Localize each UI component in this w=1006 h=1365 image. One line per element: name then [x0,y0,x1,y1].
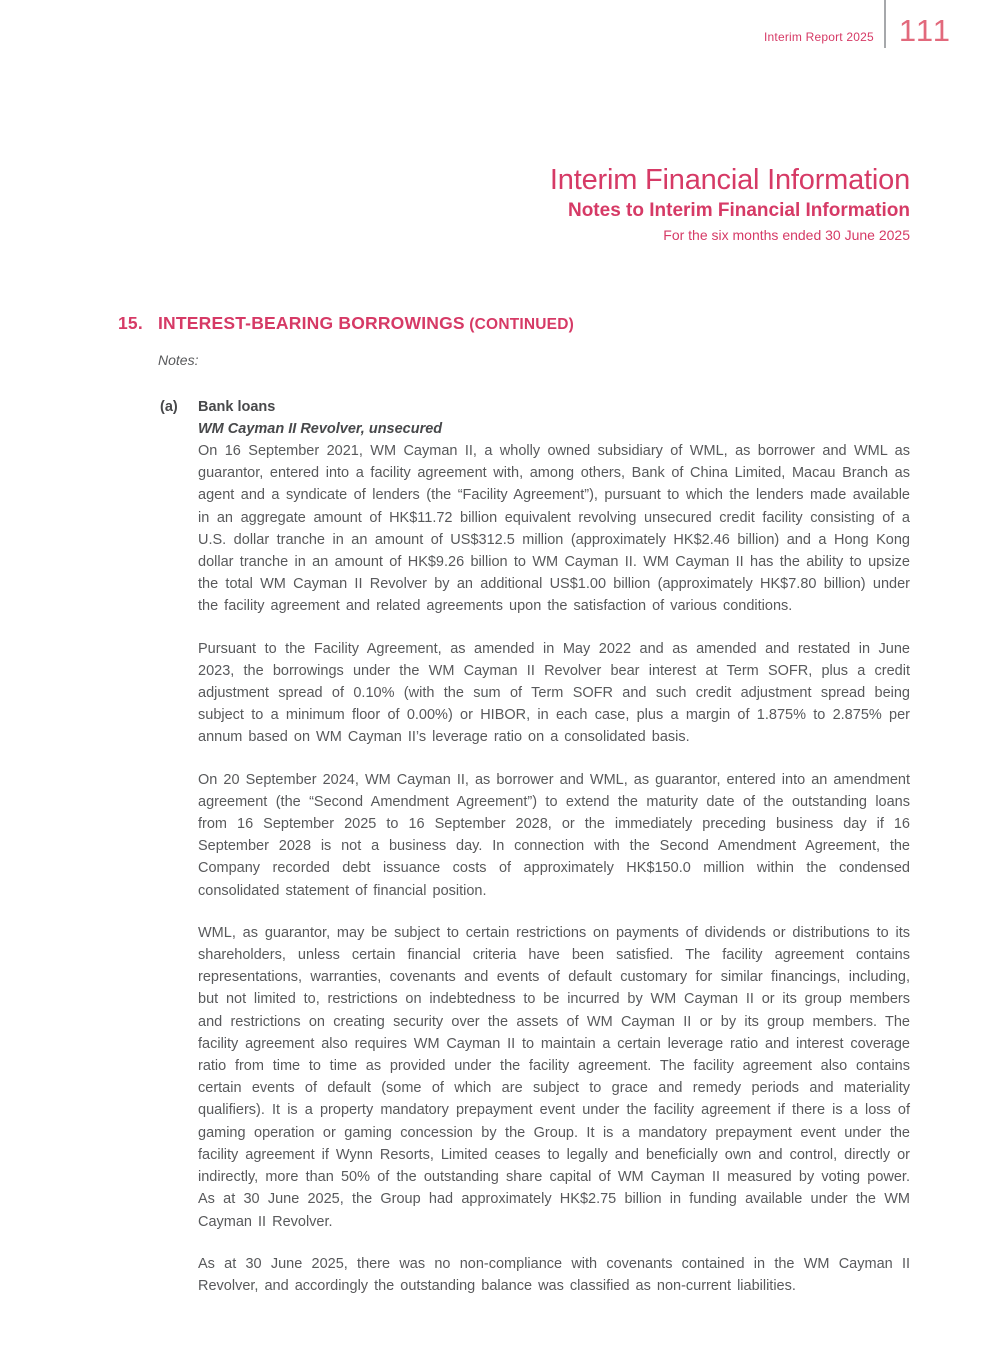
document-title: Interim Financial Information [549,164,910,196]
note-a-subheading: WM Cayman II Revolver, unsecured [198,421,443,437]
section-heading-text: INTEREST-BEARING BORROWINGS [158,313,465,333]
section-heading [158,312,574,336]
paragraph: Pursuant to the Facility Agreement, as amended in May 2022 and as amended and restated in June 2023, the borrowings under the WM Cayman II Revolver bear interest at Term SOFR, plus a credit adjustment spread of 0.10% (with the sum of Term SOFR and such credit adjustment spread being subject to a minimum floor of 0.00%) or HIBOR, in each case, plus a margin of 1.875% to 2.875% per annum based on WM Cayman II’s leverage ratio on a consolidated basis. [198,640,910,746]
page-number: 111 [898,13,952,48]
section-heading-row [118,312,910,336]
paragraph: WML, as guarantor, may be subject to certain restrictions on payments of dividends or distributions to its shareholders, unless certain financial criteria have been satisfied. The facility agreement contains representations, warranties, covenants and events of default customary for similar financings, including, but not limited to, restrictions on indebtedness to be incurred by WM Cayman II or its group members and restrictions on creating security over the assets of WM Cayman II or by its group members. The facility agreement also requires WM Cayman II to maintain a certain leverage ratio and interest coverage ratio from time to time as provided under the facility agreement. The facility agreement also contains certain events of default (some of which are subject to grace and remedy periods and materiality qualifiers). It is a property mandatory prepayment event under the facility agreement if there is a loss of gaming operation or gaming concession by the Group. It is a mandatory prepayment event under the facility agreement if Wynn Resorts, Limited ceases to legally and beneficially own and control, directly or indirectly, more than 50% of the outstanding share capital of WM Cayman II measured by voting power. As at 30 June 2025, the Group had approximately HK$2.75 billion in funding available under the WM Cayman II Revolver. [198,924,910,1230]
note-a [118,396,910,1297]
header-divider [884,0,886,48]
note-a-content [198,396,910,1297]
note-a-heading: Bank loans [198,399,276,415]
document-subtitle: Notes to Interim Financial Information [567,200,910,221]
title-block [550,163,910,244]
note-a-label: (a) [160,399,178,415]
paragraph: On 20 September 2024, WM Cayman II, as borrower and WML, as guarantor, entered into an amendment agreement (the “Second Amendment Agreement”) to extend the maturity date of the outstanding loans from 16 September 2025 to 16 September 2028, or the immediately preceding business day if 16 September 2028 is not a business day. In connection with the Second Amendment Agreement, the Company recorded debt issuance costs of approximately HK$150.0 million within the condensed consolidated statement of financial position. [198,771,910,899]
reporting-period-label: For the six months ended 30 June 2025 [663,227,910,243]
paragraph: As at 30 June 2025, there was no non-compliance with covenants contained in the WM Cayman II Revolver, and accordingly the outstanding balance was classified as non-current liabilities. [198,1255,910,1294]
running-header [764,0,952,48]
notes-label: Notes: [158,352,199,368]
report-title-label: Interim Report 2025 [764,30,874,44]
section-heading-continued: (CONTINUED) [464,316,574,333]
paragraph: On 16 September 2021, WM Cayman II, a wholly owned subsidiary of WML, as borrower and WML as guarantor, entered into a facility agreement with, among others, Bank of China Limited, Macau Branch as agent and a syndicate of lenders (the “Facility Agreement”), pursuant to which the lenders made available in an aggregate amount of HK$11.72 billion equivalent revolving unsecured credit facility consisting of a U.S. dollar tranche in an amount of US$312.5 million (approximately HK$2.46 billion) and a Hong Kong dollar tranche in an amount of HK$9.26 billion to WM Cayman II. WM Cayman II has the ability to upsize the total WM Cayman II Revolver by an additional US$1.00 billion (approximately HK$7.80 billion) under the facility agreement and related agreements upon the satisfaction of various conditions. [198,443,910,615]
section-15 [118,312,910,1297]
section-number: 15. [118,313,143,333]
